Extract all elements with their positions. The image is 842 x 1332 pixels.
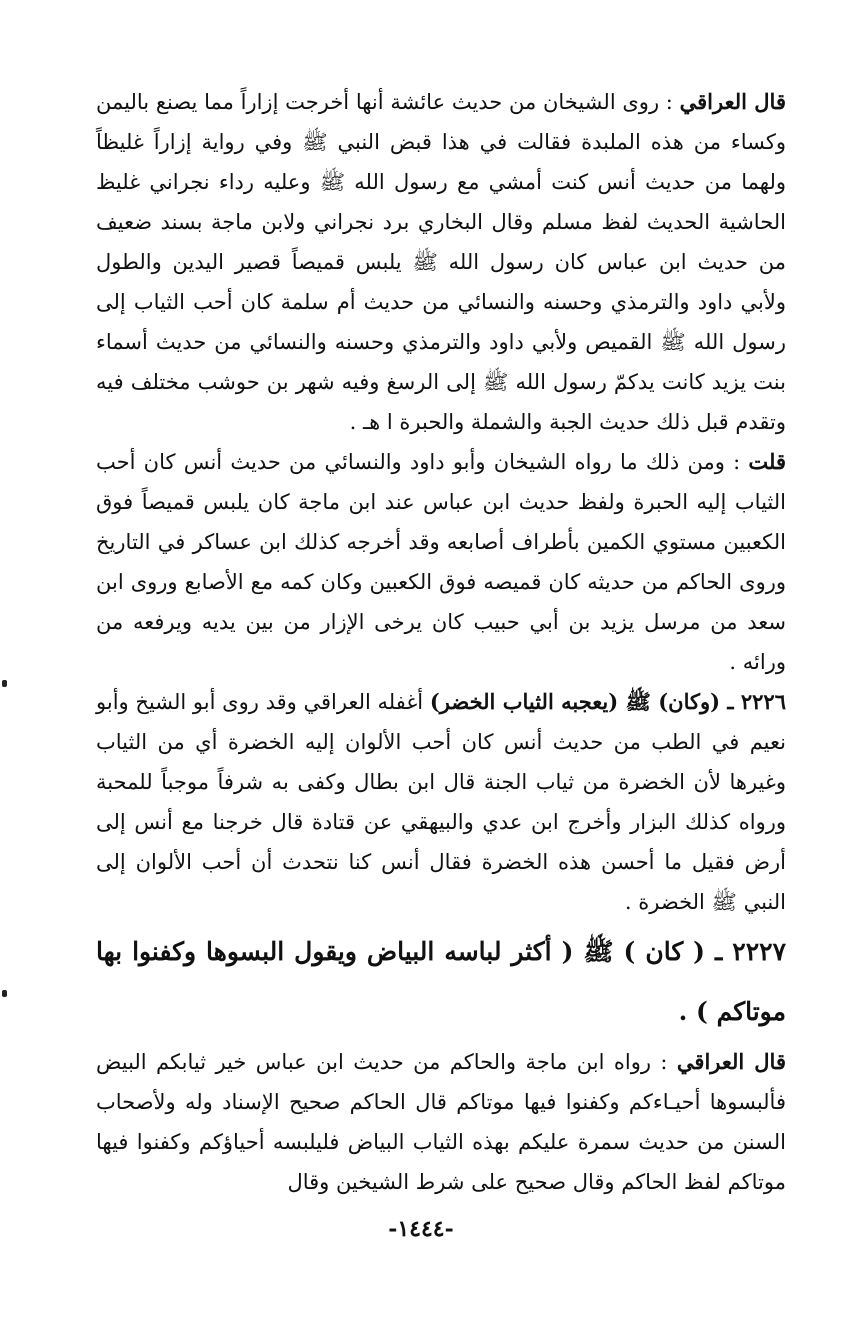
hadith-2226: [96, 682, 786, 922]
paragraph-text: أغفله العراقي وقد روى أبو الشيخ وأبو نعيم في الطب من حديث أنس كان أحب الألوان إليه الخضرة أي من الثياب وغيرها لأن الخضرة من ثياب الجنة قال ابن بطال وكفى به شرفاً موجباً للمحبة ورواه كذلك البزار وأخرج ابن عدي والبيهقي عن قتادة قال خرجنا مع أنس إلى أرض فقيل ما أحسن هذه الخضرة فقال أنس كنا نتحدث أن أحب الألوان إلى النبي ﷺ الخضرة .: [96, 690, 786, 914]
margin-mark: [2, 990, 7, 997]
paragraph-iraqi-2: [96, 1042, 786, 1202]
speaker-label: قلت: [748, 449, 786, 474]
paragraph-text: : روى الشيخان من حديث عائشة أنها أخرجت إزاراً مما يصنع باليمن وكساء من هذه الملبدة فقالت في هذا قبض النبي ﷺ وفي رواية إزاراً غليظاً ولهما من حديث أنس كنت أمشي مع رسول الله ﷺ وعليه رداء نجراني غليظ الحاشية الحديث لفظ مسلم وقال البخاري برد نجراني ولابن ماجة بسند ضعيف من حديث ابن عباس كان رسول الله ﷺ يلبس قميصاً قصير اليدين والطول ولأبي داود والترمذي وحسنه والنسائي من حديث أم سلمة كان أحب الثياب إلى رسول الله ﷺ القميص ولأبي داود والترمذي وحسنه والنسائي من حديث أسماء بنت يزيد كانت يدكمّ رسول الله ﷺ إلى الرسغ وفيه شهر بن حوشب مختلف فيه وتقدم قبل ذلك حديث الجبة والشملة والحبرة ا هـ .: [96, 90, 786, 434]
speaker-label: قال العراقي: [679, 89, 786, 114]
body-text: [96, 82, 786, 1202]
paragraph-qult: [96, 442, 786, 682]
hadith-2227-heading: ٢٢٢٧ ـ ( كان ) ﷺ ( أكثر لباسه البياض ويقول البسوها وكفنوا بها موتاكم ) .: [96, 937, 786, 1026]
paragraph-iraqi-1: [96, 82, 786, 442]
margin-mark: [2, 680, 7, 687]
paragraph-text: : رواه ابن ماجة والحاكم من حديث ابن عباس خير ثيابكم البيض فألبسوها أحيـاءكم وكفنوا فيها موتاكم قال الحاكم صحيح الإسناد وله ولأصحاب السنن من حديث سمرة عليكم بهذه الثياب البياض فليلبسه أحياؤكم وكفنوا فيها موتاكم لفظ الحاكم وقال صحيح على شرط الشيخين وقال: [96, 1050, 786, 1194]
speaker-label: قال العراقي: [676, 1049, 786, 1074]
hadith-heading: ٢٢٢٦ ـ (وكان) ﷺ (يعجبه الثياب الخضر): [429, 689, 786, 714]
paragraph-text: : ومن ذلك ما رواه الشيخان وأبو داود والنسائي من حديث أنس كان أحب الثياب إليه الحبرة ولفظ حديث ابن عباس عند ابن ماجة كان يلبس قميصاً فوق الكعبين مستوي الكمين بأطراف أصابعه وقد أخرجه كذلك ابن عساكر في التاريخ وروى الحاكم من حديثه كان قميصه فوق الكعبين وكان كمه مع الأصابع وروى ابن سعد من مرسل يزيد بن أبي حبيب كان يرخى الإزار من بين يديه ويرفعه من ورائه .: [96, 450, 786, 674]
page-number: -١٤٤٤-: [388, 1216, 454, 1242]
